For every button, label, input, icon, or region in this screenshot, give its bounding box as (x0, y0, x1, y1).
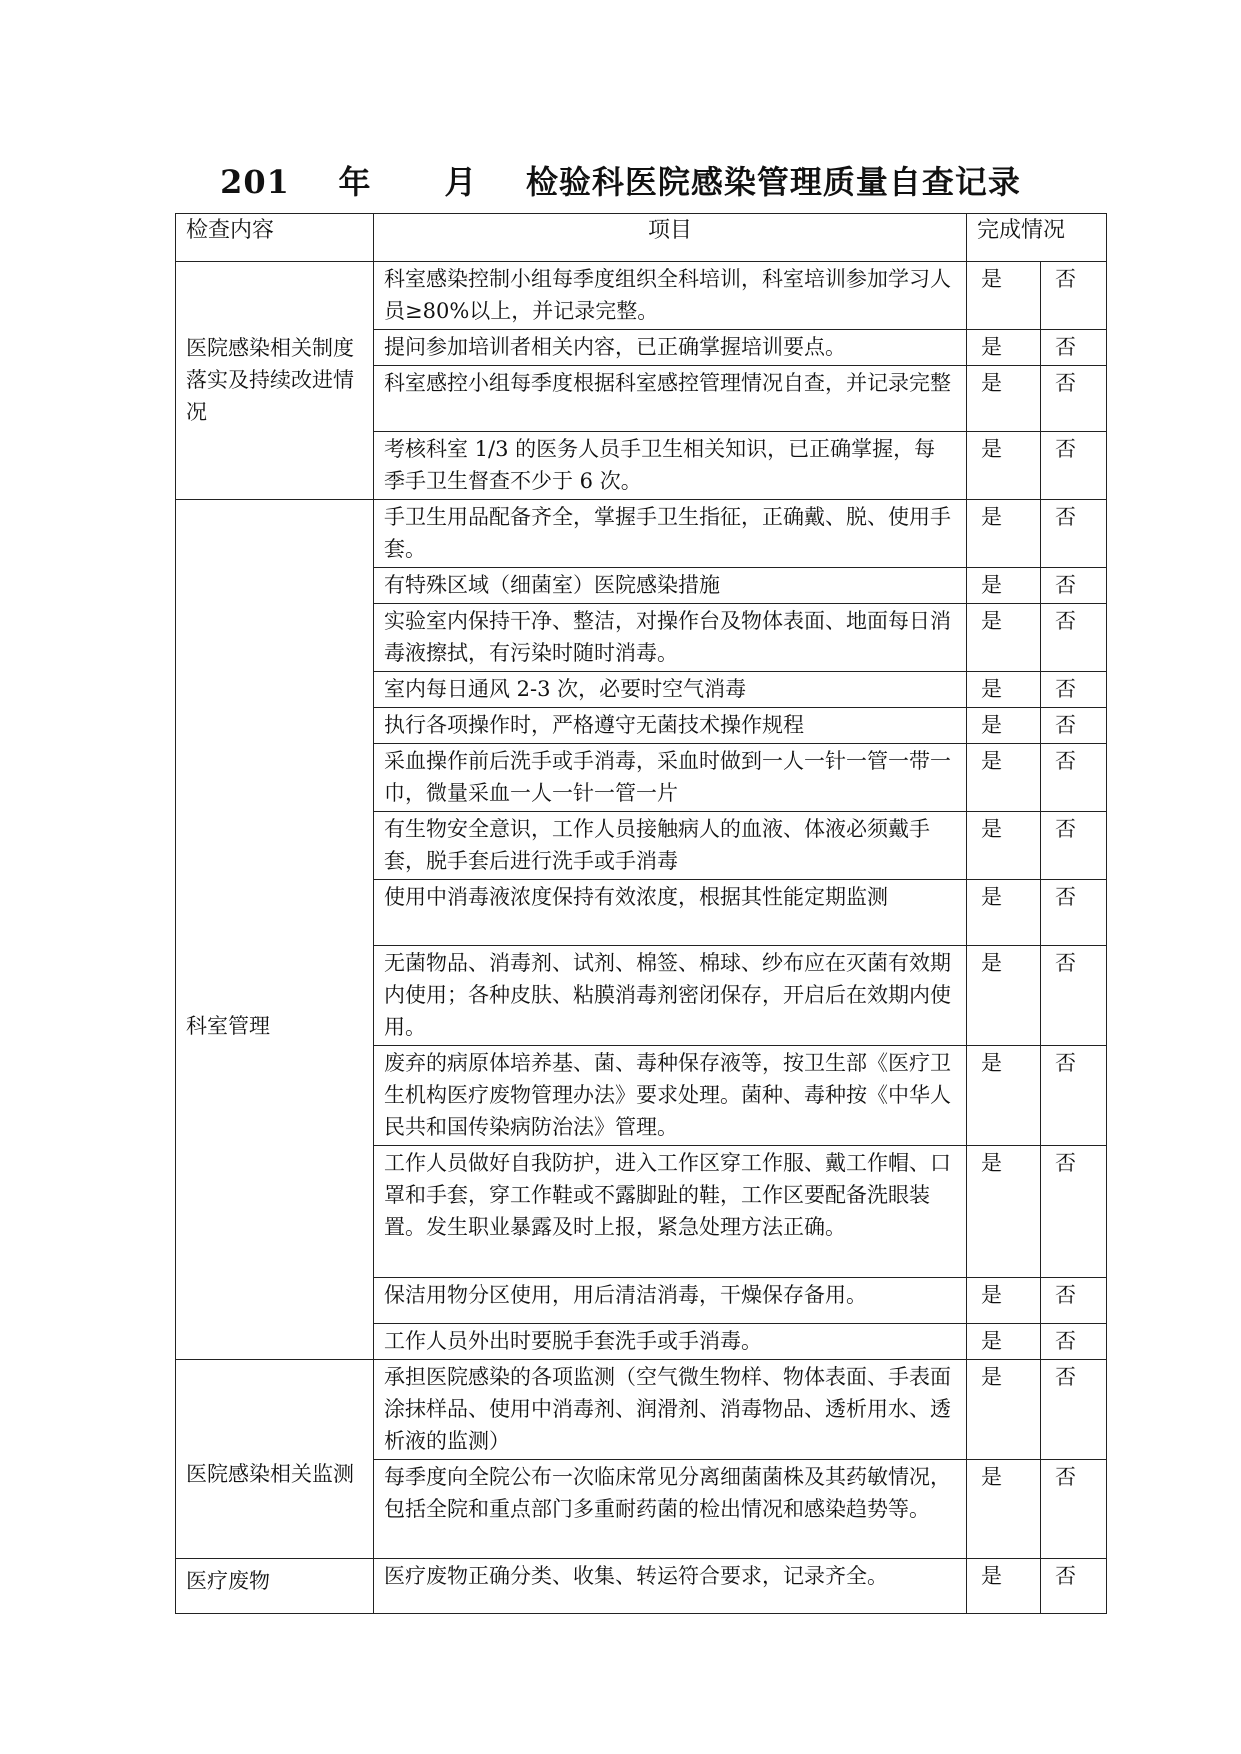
yes-option[interactable]: 是 (967, 880, 1041, 946)
yes-option[interactable]: 是 (967, 1046, 1041, 1146)
no-option[interactable]: 否 (1041, 1460, 1107, 1559)
table-row (176, 1360, 1107, 1460)
no-option[interactable]: 否 (1041, 366, 1107, 432)
item-cell: 使用中消毒液浓度保持有效浓度，根据其性能定期监测 (374, 880, 967, 946)
item-cell: 科室感控小组每季度根据科室感控管理情况自查，并记录完整 (374, 366, 967, 432)
yes-option[interactable]: 是 (967, 262, 1041, 330)
no-option[interactable]: 否 (1041, 1046, 1107, 1146)
item-cell: 工作人员做好自我防护，进入工作区穿工作服、戴工作帽、口罩和手套，穿工作鞋或不露脚趾的鞋，工作区要配备洗眼装置。发生职业暴露及时上报，紧急处理方法正确。 (374, 1146, 967, 1278)
item-cell: 无菌物品、消毒剂、试剂、棉签、棉球、纱布应在灭菌有效期内使用；各种皮肤、粘膜消毒剂密闭保存，开启后在效期内使用。 (374, 946, 967, 1046)
category-cell: 科室管理 (176, 500, 374, 1360)
yes-option[interactable]: 是 (967, 672, 1041, 708)
item-cell: 医疗废物正确分类、收集、转运符合要求，记录齐全。 (374, 1559, 967, 1614)
yes-option[interactable]: 是 (967, 708, 1041, 744)
item-cell: 有特殊区域（细菌室）医院感染措施 (374, 568, 967, 604)
yes-option[interactable]: 是 (967, 1559, 1041, 1614)
header-content: 检查内容 (176, 214, 374, 262)
no-option[interactable]: 否 (1041, 1278, 1107, 1324)
table-row (176, 1559, 1107, 1614)
no-option[interactable]: 否 (1041, 330, 1107, 366)
no-option[interactable]: 否 (1041, 432, 1107, 500)
item-cell: 废弃的病原体培养基、菌、毒种保存液等，按卫生部《医疗卫生机构医疗废物管理办法》要求处理。菌种、毒种按《中华人民共和国传染病防治法》管理。 (374, 1046, 967, 1146)
item-cell: 手卫生用品配备齐全，掌握手卫生指征，正确戴、脱、使用手套。 (374, 500, 967, 568)
yes-option[interactable]: 是 (967, 500, 1041, 568)
item-cell: 每季度向全院公布一次临床常见分离细菌菌株及其药敏情况，包括全院和重点部门多重耐药菌的检出情况和感染趋势等。 (374, 1460, 967, 1559)
no-option[interactable]: 否 (1041, 604, 1107, 672)
page-title: 201 年 月 检验科医院感染管理质量自查记录 (220, 163, 1021, 201)
item-cell: 工作人员外出时要脱手套洗手或手消毒。 (374, 1324, 967, 1360)
item-cell: 承担医院感染的各项监测（空气微生物样、物体表面、手表面涂抹样品、使用中消毒剂、润滑剂、消毒物品、透析用水、透析液的监测） (374, 1360, 967, 1460)
no-option[interactable]: 否 (1041, 744, 1107, 812)
item-cell: 实验室内保持干净、整洁，对操作台及物体表面、地面每日消毒液擦拭，有污染时随时消毒。 (374, 604, 967, 672)
item-cell: 考核科室 1/3 的医务人员手卫生相关知识，已正确掌握，每季手卫生督查不少于 6 次。 (374, 432, 967, 500)
yes-option[interactable]: 是 (967, 1324, 1041, 1360)
category-cell: 医疗废物 (176, 1559, 374, 1614)
yes-option[interactable]: 是 (967, 604, 1041, 672)
table-row (176, 500, 1107, 568)
item-cell: 有生物安全意识，工作人员接触病人的血液、体液必须戴手套，脱手套后进行洗手或手消毒 (374, 812, 967, 880)
no-option[interactable]: 否 (1041, 262, 1107, 330)
no-option[interactable]: 否 (1041, 1146, 1107, 1278)
item-cell: 室内每日通风 2-3 次，必要时空气消毒 (374, 672, 967, 708)
no-option[interactable]: 否 (1041, 946, 1107, 1046)
header-completion: 完成情况 (967, 214, 1107, 262)
category-cell: 医院感染相关监测 (176, 1360, 374, 1559)
no-option[interactable]: 否 (1041, 1559, 1107, 1614)
item-cell: 科室感染控制小组每季度组织全科培训，科室培训参加学习人员≥80%以上，并记录完整。 (374, 262, 967, 330)
table-row (176, 262, 1107, 330)
category-cell: 医院感染相关制度落实及持续改进情况 (176, 262, 374, 500)
yes-option[interactable]: 是 (967, 1460, 1041, 1559)
yes-option[interactable]: 是 (967, 1278, 1041, 1324)
header-item: 项目 (374, 214, 967, 262)
no-option[interactable]: 否 (1041, 1324, 1107, 1360)
yes-option[interactable]: 是 (967, 366, 1041, 432)
yes-option[interactable]: 是 (967, 1360, 1041, 1460)
item-cell: 采血操作前后洗手或手消毒，采血时做到一人一针一管一带一巾，微量采血一人一针一管一片 (374, 744, 967, 812)
yes-option[interactable]: 是 (967, 568, 1041, 604)
checklist-table (175, 213, 1107, 1614)
item-cell: 保洁用物分区使用，用后清洁消毒，干燥保存备用。 (374, 1278, 967, 1324)
header-row (176, 214, 1107, 262)
no-option[interactable]: 否 (1041, 708, 1107, 744)
no-option[interactable]: 否 (1041, 1360, 1107, 1460)
yes-option[interactable]: 是 (967, 1146, 1041, 1278)
no-option[interactable]: 否 (1041, 500, 1107, 568)
yes-option[interactable]: 是 (967, 946, 1041, 1046)
item-cell: 执行各项操作时，严格遵守无菌技术操作规程 (374, 708, 967, 744)
yes-option[interactable]: 是 (967, 812, 1041, 880)
no-option[interactable]: 否 (1041, 880, 1107, 946)
yes-option[interactable]: 是 (967, 330, 1041, 366)
yes-option[interactable]: 是 (967, 744, 1041, 812)
no-option[interactable]: 否 (1041, 812, 1107, 880)
yes-option[interactable]: 是 (967, 432, 1041, 500)
no-option[interactable]: 否 (1041, 672, 1107, 708)
item-cell: 提问参加培训者相关内容，已正确掌握培训要点。 (374, 330, 967, 366)
no-option[interactable]: 否 (1041, 568, 1107, 604)
